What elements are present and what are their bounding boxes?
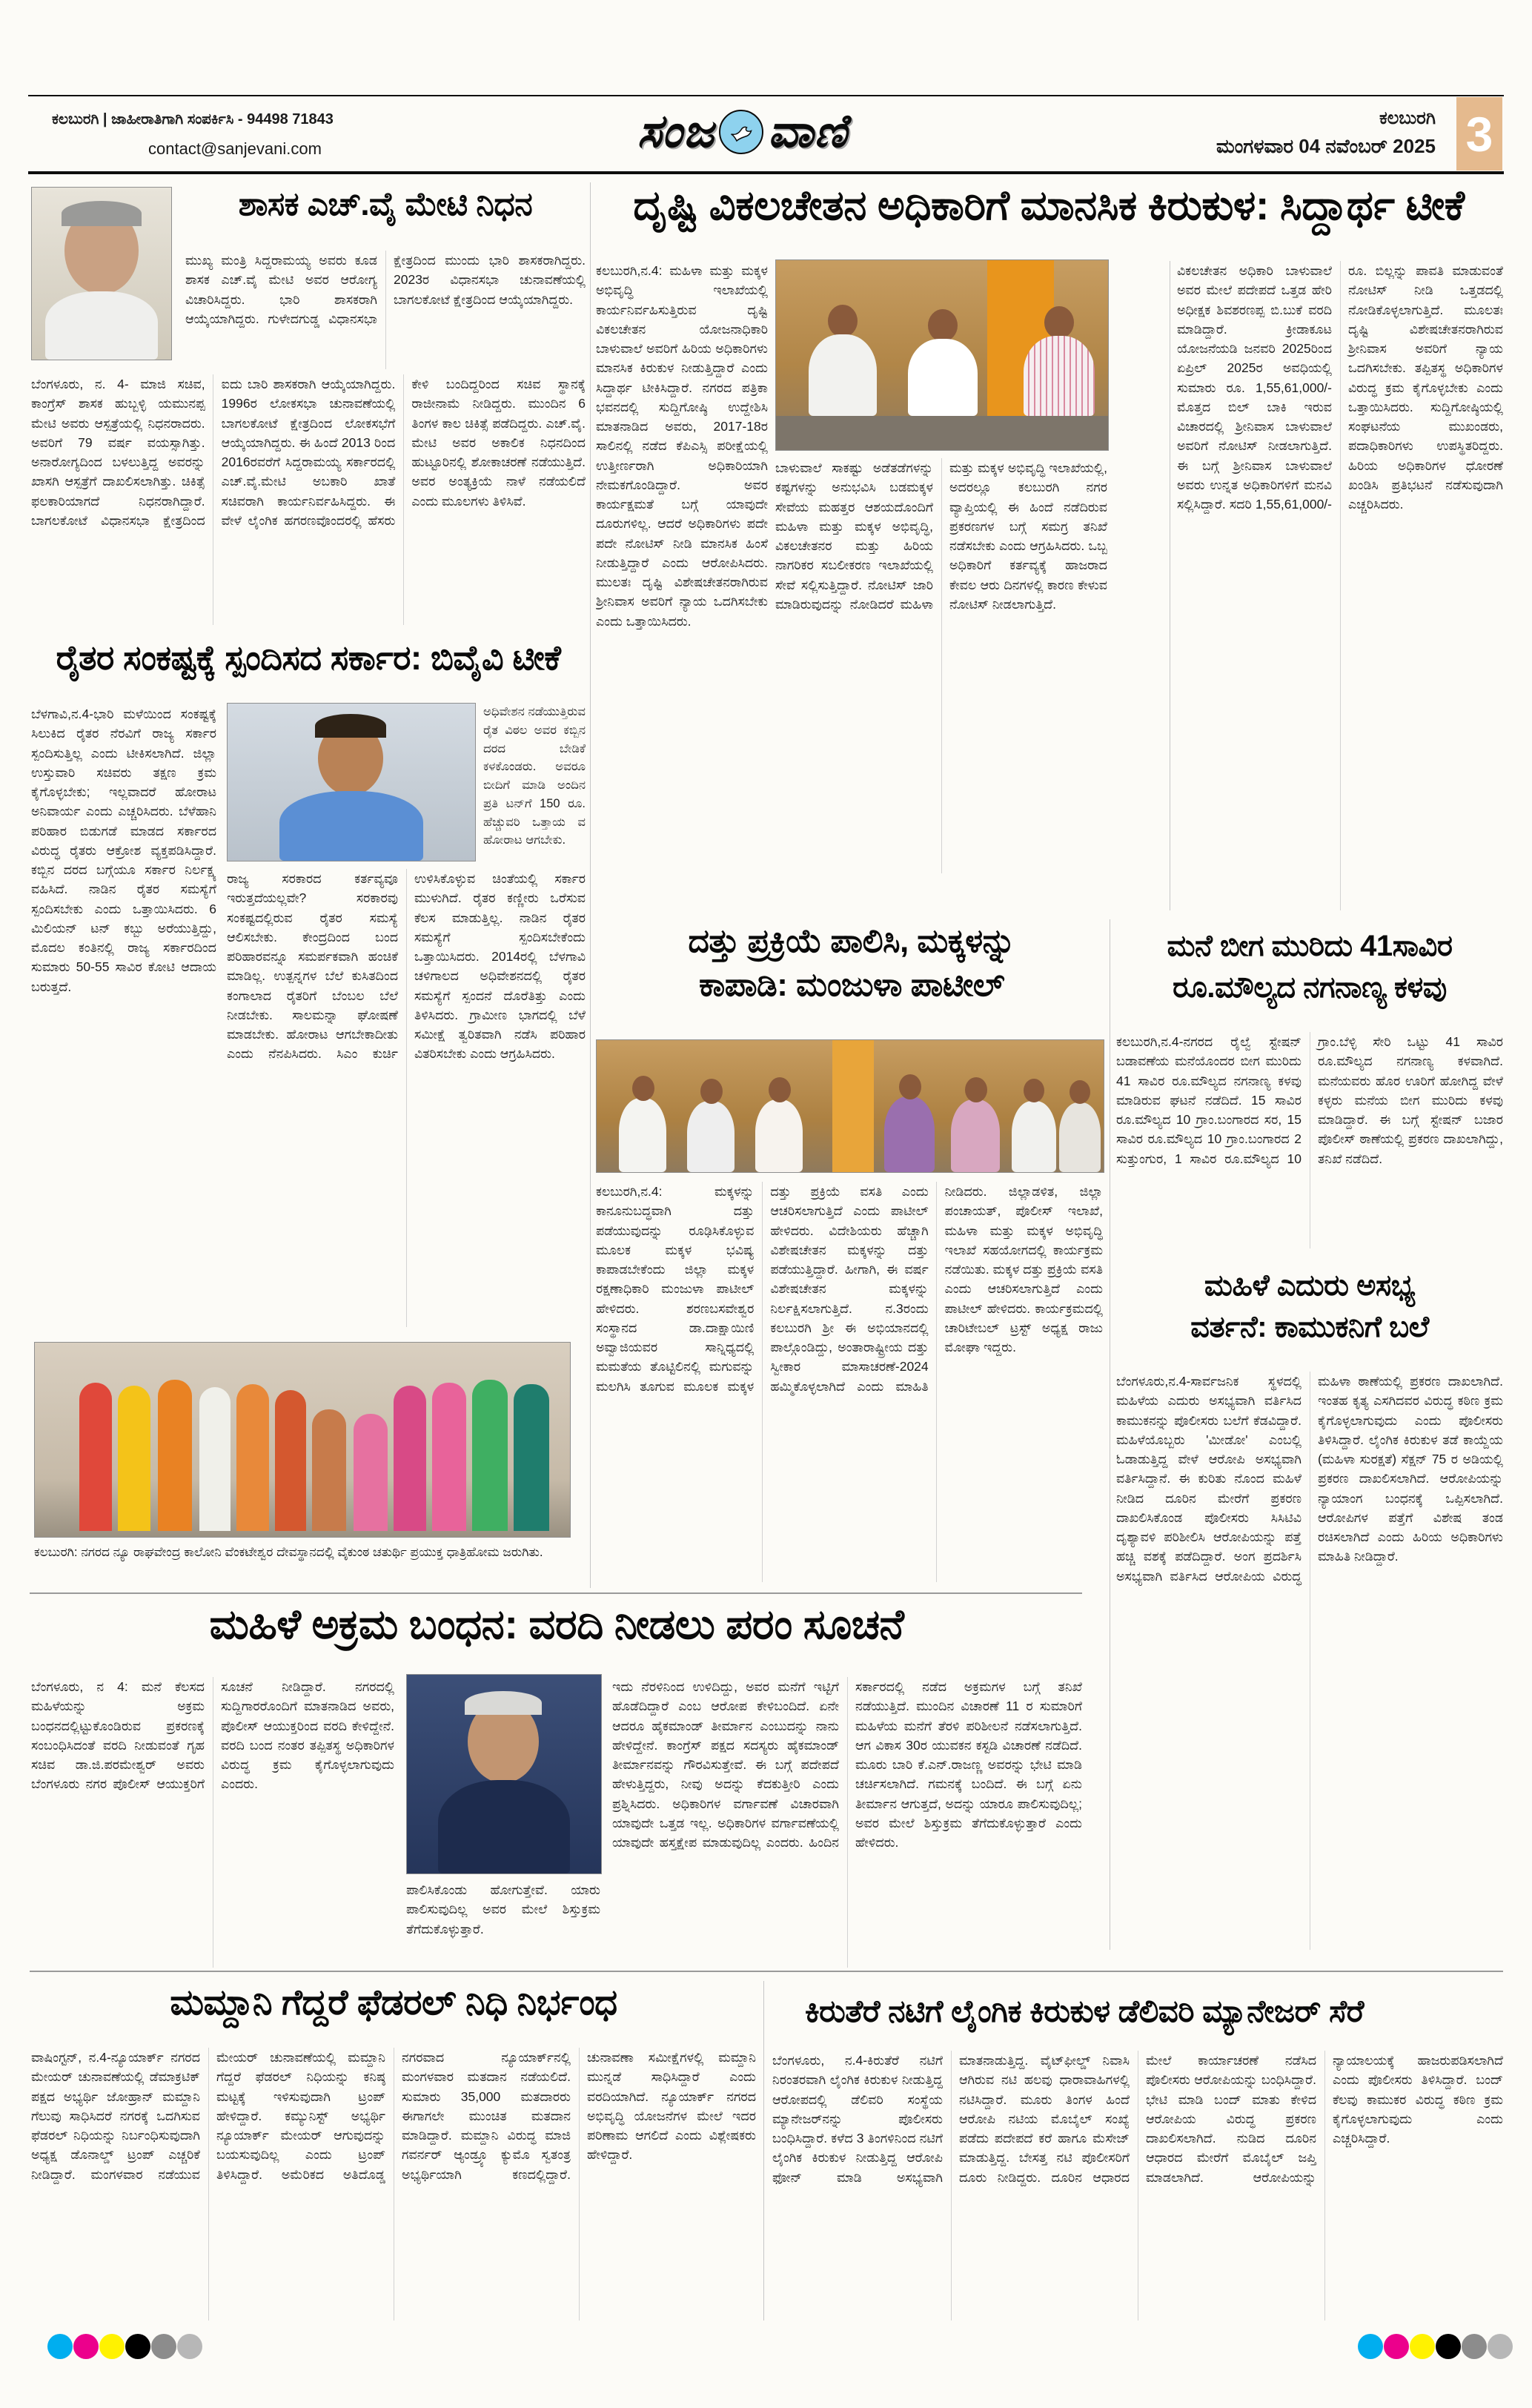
asabhya-headline-line2: ವರ್ತನೆ: ಕಾಮುಕನಿಗೆ ಬಲೆ [1190, 1311, 1429, 1343]
bandhana-below-photo: ಪಾಲಿಸಿಕೊಂಡು ಹೋಗುತ್ತೇವೆ. ಯಾರು ಪಾಲಿಸುವುದಿಲ್ಲ ಅವರ ಮೇಲೆ ಶಿಸ್ತುಕ್ರಮ ತೆಗೆದುಕೊಳ್ಳುತ್ತಾರೆ. [406, 1882, 600, 1936]
person-figure [432, 1383, 466, 1531]
page-number: 3 [1456, 97, 1502, 171]
drushti-headline[interactable]: ದೃಷ್ಟಿ ವಿಕಲಚೇತನ ಅಧಿಕಾರಿಗೆ ಮಾನಸಿಕ ಕಿರುಕುಳ: ಸಿದ್ದಾರ್ಥ ಟೀಕೆ [633, 182, 1465, 228]
date-line: ಮಂಗಳವಾರ 04 ನವೆಂಬರ್ 2025 [1216, 135, 1436, 157]
press-man2-head [928, 309, 958, 342]
banner-pillar [832, 1040, 874, 1172]
cyan-dot [1358, 2334, 1383, 2359]
person-figure [199, 1387, 231, 1531]
press-conference-photo [775, 259, 1109, 451]
column-separator [590, 182, 591, 1588]
section-rule [30, 1971, 1503, 1972]
kirutere-headline[interactable]: ಕಿರುತೆರೆ ನಟಿಗೆ ಲೈಂಗಿಕ ಕಿರುಕುಳ ಡೆಲಿವರಿ ಮ್ಯಾನೇಜರ್ ಸೆರೆ [805, 1994, 1364, 2028]
kalavu-body: ಕಲಬುರಗಿ,ನ.4-ನಗರದ ರೈಲ್ವೆ ಸ್ಟೇಷನ್ ಬಡಾವಣೆಯ ಮನೆಯೊಂದರ ಬೀಗ ಮುರಿದು 41 ಸಾವಿರ ರೂ.ಮೌಲ್ಯದ ನಗನಾಣ್ಯ ಕಳವು ಮಾಡಿರುವ ಘಟನೆ ನಡೆದಿದೆ. 15 ಸಾವಿರ ರೂ.ಮೌಲ್ಯದ 10 ಗ್ರಾಂ.ಬಂಗಾರದ ಸರ, 15 ಸಾವಿರ ರೂ.ಮೌಲ್ಯದ 10 ಗ್ರಾಂ.ಬಂಗಾರದ 2 ಸುತ್ತುಂಗುರ, 1 ಸಾವಿರ ರೂ.ಮೌಲ್ಯದ 10 ಗ್ರಾಂ.ಬೆಳ್ಳಿ ಸೇರಿ ಒಟ್ಟು 41 ಸಾವಿರ ರೂ.ಮೌಲ್ಯದ ನಗನಾಣ್ಯ ಕಳವಾಗಿದೆ. ಮನೆಯವರು ಹೊರ ಊರಿಗೆ ಹೋಗಿದ್ದ ವೇಳೆ ಕಳ್ಳರು ಮನೆಯ ಬೀಗ ಮುರಿದು ಕಳವು ಮಾಡಿದ್ದಾರೆ. ಈ ಬಗ್ಗೆ ಸ್ಟೇಷನ್ ಬಜಾರ ಪೊಲೀಸ್ ಠಾಣೆಯಲ್ಲಿ ಪ್ರಕರಣ ದಾಖಲಾಗಿದ್ದು, ತನಿಖೆ ನಡೆದಿದೆ. [1116, 1034, 1503, 1166]
person-figure [354, 1414, 388, 1531]
women-press-photo [596, 1039, 1104, 1173]
seated-figure [755, 1099, 803, 1172]
cmyk-registration-dots-right [1358, 2334, 1513, 2359]
asabhya-headline[interactable] [1116, 1265, 1503, 1348]
bandhana-col-right: ಇದು ನೆರಳಿನಿಂದ ಉಳಿದಿದ್ದು, ಅವರ ಮನೆಗೆ ಇಟ್ಟಿಗೆ ಹೊಡೆದಿದ್ದಾರೆ ಎಂಬ ಆರೋಪ ಕೇಳಿಬಂದಿದೆ. ಏನೇ ಆದರೂ ಹೈಕಮಾಂಡ್ ತೀರ್ಮಾನ ಎಂಬುದನ್ನು ನಾನು ಹೇಳಿದ್ದೇನೆ. ಕಾಂಗ್ರೆಸ್ ಪಕ್ಷದ ಸದಸ್ಯರು ಹೈಕಮಾಂಡ್ ತೀರ್ಮಾನವನ್ನು ಗೌರವಿಸುತ್ತೇವೆ. ಈ ಬಗ್ಗೆ ಪದೇಪದೆ ಹೇಳುತ್ತಿದ್ದರು, ನೀವು ಅದನ್ನು ಕೆದಕುತ್ತೀರಿ ಎಂದು ಪ್ರಶ್ನಿಸಿದರು. ಅಧಿಕಾರಿಗಳ ವರ್ಗಾವಣೆ ವಿಚಾರವಾಗಿ ಯಾವುದೇ ಒತ್ತಡ ಇಲ್ಲ. ಅಧಿಕಾರಿಗಳ ವರ್ಗಾವಣೆಯಲ್ಲಿ ಯಾವುದೇ ಹಸ್ತಕ್ಷೇಪ ಮಾಡುವುದಿಲ್ಲ ಎಂದರು. ಹಿಂದಿನ ಸರ್ಕಾರದಲ್ಲಿ ನಡೆದ ಅಕ್ರಮಗಳ ಬಗ್ಗೆ ತನಿಖೆ ನಡೆಯುತ್ತಿದೆ. ಮುಂದಿನ ವಿಚಾರಣೆ 11 ರ ಸುಮಾರಿಗೆ ಮಹಿಳೆಯ ಮನೆಗೆ ತೆರಳಿ ಪರಿಶೀಲನೆ ನಡೆಸಲಾಗುತ್ತಿದೆ. ಆಗ ವಿಕಾಸ 30ರ ಯುವಕನ ಕಸ್ಟಡಿ ವಿಚಾರಣೆ ನಡೆದಿದೆ. ಮೂರು ಬಾರಿ ಕೆ.ಎನ್.ರಾಜಣ್ಣ ಅವರನ್ನು ಭೇಟಿ ಮಾಡಿ ಚರ್ಚಿಸಲಾಗಿದೆ. ಗಮನಕ್ಕೆ ಬಂದಿದೆ. ಈ ಬಗ್ಗೆ ಏನು ತೀರ್ಮಾನ ಆಗುತ್ತದೆ, ಅದನ್ನು ಯಾರೂ ಪಾಲಿಸುವುದಿಲ್ಲ; ಅವರ ಮೇಲೆ ಶಿಸ್ತುಕ್ರಮ ತೆಗೆದುಕೊಳ್ಳುತ್ತಾರೆ ಎಂದು ಹೇಳಿದರು. [612, 1679, 1082, 1850]
dattu-headline-line2: ಕಾಪಾಡಿ: ಮಂಜುಳಾ ಪಾಟೀಲ್ [698, 967, 1005, 1004]
portrait-shirt [45, 291, 158, 360]
kalavu-headline-line1: ಮನೆ ಬೀಗ ಮುರಿದು 41ಸಾವಿರ [1167, 930, 1453, 962]
portrait-hair [62, 201, 142, 226]
raitara-col-side: ಅಧಿವೇಶನ ನಡೆಯುತ್ತಿರುವ ರೈತ ವಿಠಲ ಅವರ ಕಬ್ಬಿನ ದರದ ಬೇಡಿಕೆ ಕಳಕೊಂಡರು. ಅವರೂ ಬೀದಿಗೆ ಮಾಡಿ ಅಂದಿನ ಪ್ರತಿ ಟನ್‌ಗೆ 150 ರೂ. ಹೆಚ್ಚುವರಿ ಒತ್ತಾಯ ವ ಹೋರಾಟ ಆಗಬೇಕು. [483, 705, 586, 847]
seated-figure [1012, 1101, 1056, 1172]
seated-figure [1059, 1102, 1101, 1172]
yellow-dot [99, 2334, 125, 2359]
asabhya-headline-line1: ಮಹಿಳೆ ಎದುರು ಅಸಭ್ಯ [1204, 1269, 1416, 1302]
logo-text-left: ಸಂಜ [637, 106, 715, 157]
raitara-body-mid: ರಾಜ್ಯ ಸರಕಾರದ ಕರ್ತವ್ಯವೂ ಇರುತ್ತದೆಯಲ್ಲವೇ? ಸರಕಾರವು ಸಂಕಷ್ಟದಲ್ಲಿರುವ ರೈತರ ಸಮಸ್ಯೆ ಆಲಿಸಬೇಕು. ಕೇಂದ್ರದಿಂದ ಬಂದ ಪರಿಹಾರವನ್ನೂ ಸಮರ್ಪಕವಾಗಿ ಹಂಚಿಕೆ ಮಾಡಿಲ್ಲ. ಉತ್ಪನ್ನಗಳ ಬೆಲೆ ಕುಸಿತದಿಂದ ಕಂಗಾಲಾದ ರೈತರಿಗೆ ಬೆಂಬಲ ಬೆಲೆ ನೀಡಬೇಕು. ಸಾಲಮನ್ನಾ ಘೋಷಣೆ ಮಾಡಬೇಕು. ಹೋರಾಟ ಆಗಬೇಕಾದೀತು ಎಂದು ನೆನಪಿಸಿದರು. ಸಿಎಂ ಕುರ್ಚಿ ಉಳಿಸಿಕೊಳ್ಳುವ ಚಿಂತೆಯಲ್ಲಿ ಸರ್ಕಾರ ಮುಳುಗಿದೆ. ರೈತರ ಕಣ್ಣೀರು ಒರೆಸುವ ಕೆಲಸ ಮಾಡುತ್ತಿಲ್ಲ. ನಾಡಿನ ರೈತರ ಸಮಸ್ಯೆಗೆ ಸ್ಪಂದಿಸಬೇಕೆಂದು ಒತ್ತಾಯಿಸಿದರು. 2014ರಲ್ಲಿ ಬೆಳಗಾವಿ ಚಳಿಗಾಲದ ಅಧಿವೇಶನದಲ್ಲಿ ರೈತರ ಸಮಸ್ಯೆಗೆ ಸ್ಪಂದನೆ ದೊರೆತಿತ್ತು ಎಂದು ತಿಳಿಸಿದರು. ಗ್ರಾಮೀಣ ಭಾಗದಲ್ಲಿ ಬೆಳೆ ಸಮೀಕ್ಷೆ ತ್ವರಿತವಾಗಿ ನಡೆಸಿ ಪರಿಹಾರ ವಿತರಿಸಬೇಕು ಎಂದು ಆಗ್ರಹಿಸಿದರು. [227, 871, 586, 1062]
press-man1-shirt [809, 334, 877, 416]
figure-head [700, 1079, 723, 1104]
person-figure [236, 1384, 269, 1531]
cyan-dot [47, 2334, 73, 2359]
mamdani-body: ವಾಷಿಂಗ್ಟನ್, ನ.4-ನ್ಯೂಯಾರ್ಕ್ ನಗರದ ಮೇಯರ್ ಚುನಾವಣೆಯಲ್ಲಿ ಡೆಮಾಕ್ರಟಿಕ್ ಪಕ್ಷದ ಅಭ್ಯರ್ಥಿ ಜೋಹ್ರಾನ್ ಮಮ್ದಾನಿ ಗೆಲುವು ಸಾಧಿಸಿದರೆ ನಗರಕ್ಕೆ ಒದಗಿಸುವ ಫೆಡರಲ್ ನಿಧಿಯನ್ನು ನಿರ್ಬಂಧಿಸುವುದಾಗಿ ಅಧ್ಯಕ್ಷ ಡೊನಾಲ್ಡ್ ಟ್ರಂಪ್ ಎಚ್ಚರಿಕೆ ನೀಡಿದ್ದಾರೆ. ಮಂಗಳವಾರ ನಡೆಯುವ ಮೇಯರ್ ಚುನಾವಣೆಯಲ್ಲಿ ಮಮ್ದಾನಿ ಗೆದ್ದರೆ ಫೆಡರಲ್ ನಿಧಿಯನ್ನು ಕನಿಷ್ಠ ಮಟ್ಟಕ್ಕೆ ಇಳಿಸುವುದಾಗಿ ಟ್ರಂಪ್ ಹೇಳಿದ್ದಾರೆ. ಕಮ್ಯುನಿಸ್ಟ್ ಅಭ್ಯರ್ಥಿ ನ್ಯೂಯಾರ್ಕ್ ಮೇಯರ್ ಆಗುವುದನ್ನು ಬಯಸುವುದಿಲ್ಲ ಎಂದು ಟ್ರಂಪ್ ತಿಳಿಸಿದ್ದಾರೆ. ಅಮೆರಿಕದ ಅತಿದೊಡ್ಡ ನಗರವಾದ ನ್ಯೂಯಾರ್ಕ್‌ನಲ್ಲಿ ಮಂಗಳವಾರ ಮತದಾನ ನಡೆಯಲಿದೆ. ಸುಮಾರು 35,000 ಮತದಾರರು ಈಗಾಗಲೇ ಮುಂಚಿತ ಮತದಾನ ಮಾಡಿದ್ದಾರೆ. ಮಮ್ದಾನಿ ವಿರುದ್ಧ ಮಾಜಿ ಗವರ್ನರ್ ಆ್ಯಂಡ್ರ್ಯೂ ಕ್ಯುಮೊ ಸ್ವತಂತ್ರ ಅಭ್ಯರ್ಥಿಯಾಗಿ ಕಣದಲ್ಲಿದ್ದಾರೆ. ಚುನಾವಣಾ ಸಮೀಕ್ಷೆಗಳಲ್ಲಿ ಮಮ್ದಾನಿ ಮುನ್ನಡೆ ಸಾಧಿಸಿದ್ದಾರೆ ಎಂದು ವರದಿಯಾಗಿದೆ. ನ್ಯೂಯಾರ್ಕ್ ನಗರದ ಅಭಿವೃದ್ಧಿ ಯೋಜನೆಗಳ ಮೇಲೆ ಇದರ ಪರಿಣಾಮ ಆಗಲಿದೆ ಎಂದು ವಿಶ್ಲೇಷಕರು ಹೇಳಿದ್ದಾರೆ. [31, 2050, 756, 2182]
person-figure [312, 1409, 346, 1531]
masthead-bottom-rule [28, 171, 1504, 174]
light-gray-dot [1488, 2334, 1513, 2359]
drushti-col-left: ಕಲಬುರಗಿ,ನ.4: ಮಹಿಳಾ ಮತ್ತು ಮಕ್ಕಳ ಅಭಿವೃದ್ಧಿ ಇಲಾಖೆಯಲ್ಲಿ ಕಾರ್ಯನಿರ್ವಹಿಸುತ್ತಿರುವ ದೃಷ್ಟಿ ವಿಕಲಚೇತನ ಯೋಜನಾಧಿಕಾರಿ ಬಾಳುವಾಲೆ ಅವರಿಗೆ ಹಿರಿಯ ಅಧಿಕಾರಿಗಳು ಮಾನಸಿಕ ಕಿರುಕುಳ ನೀಡುತ್ತಿದ್ದಾರೆ ಎಂದು ಸಿದ್ದಾರ್ಥ ಟೀಕಿಸಿದ್ದಾರೆ. ನಗರದ ಪತ್ರಿಕಾ ಭವನದಲ್ಲಿ ಸುದ್ದಿಗೋಷ್ಠಿ ಉದ್ದೇಶಿಸಿ ಮಾತನಾಡಿದ ಅವರು, 2017-18ರ ಸಾಲಿನಲ್ಲಿ ನಡೆದ ಕೆಪಿಎಸ್ಸಿ ಪರೀಕ್ಷೆಯಲ್ಲಿ ಉತ್ತೀರ್ಣರಾಗಿ ಅಧಿಕಾರಿಯಾಗಿ ನೇಮಕಗೊಂಡಿದ್ದಾರೆ. ಅವರ ಕಾರ್ಯಕ್ಷಮತೆ ಬಗ್ಗೆ ಯಾವುದೇ ದೂರುಗಳಿಲ್ಲ. ಆದರೆ ಅಧಿಕಾರಿಗಳು ಪದೇ ಪದೇ ನೋಟಿಸ್ ನೀಡಿ ಮಾನಸಿಕ ಹಿಂಸೆ ನೀಡುತ್ತಿದ್ದಾರೆ ಎಂದು ಆರೋಪಿಸಿದರು. ಮುಲತಃ ದೃಷ್ಟಿ ವಿಶೇಷಚೇತನರಾಗಿರುವ ಶ್ರೀನಿವಾಸ ಅವರಿಗೆ ನ್ಯಾಯ ಒದಗಿಸಬೇಕು ಎಂದು ಒತ್ತಾಯಿಸಿದರು. [596, 263, 768, 629]
masthead-email[interactable]: contact@sanjevani.com [148, 139, 322, 158]
politician-hair [315, 714, 386, 738]
press-man1-head [828, 305, 858, 337]
cmyk-registration-dots-left [47, 2334, 203, 2359]
seated-figure-saree [951, 1099, 1000, 1172]
person-figure [514, 1384, 549, 1531]
figure-head [899, 1074, 921, 1099]
meti-body-side: ಮುಖ್ಯ ಮಂತ್ರಿ ಸಿದ್ದರಾಮಯ್ಯ ಅವರು ಕೂಡ ಶಾಸಕ ಎಚ್.ವೈ ಮೇಟಿ ಅವರ ಆರೋಗ್ಯ ವಿಚಾರಿಸಿದ್ದರು. ಭಾರಿ ಶಾಸಕರಾಗಿ ಆಯ್ಕೆಯಾಗಿದ್ದರು. ಗುಳೇದಗುಡ್ಡ ವಿಧಾನಸಭಾ ಕ್ಷೇತ್ರದಿಂದ ಮುಂದು ಭಾರಿ ಶಾಸಕರಾಗಿದ್ದರು. 2023ರ ವಿಧಾನಸಭಾ ಚುನಾವಣೆಯಲ್ಲಿ ಬಾಗಲಕೋಟೆ ಕ್ಷೇತ್ರದಿಂದ ಆಯ್ಕೆಯಾಗಿದ್ದರು. [185, 253, 586, 326]
yellow-dot [1410, 2334, 1435, 2359]
figure-head [632, 1076, 654, 1101]
kalavu-headline-line2: ರೂ.ಮೌಲ್ಯದ ನಗನಾಣ್ಯ ಕಳವು [1173, 971, 1447, 1004]
light-gray-dot [177, 2334, 202, 2359]
meti-headline[interactable]: ಶಾಸಕ ಎಚ್.ವೈ ಮೇಟಿ ನಿಧನ [238, 186, 533, 222]
politician-portrait-photo [227, 703, 476, 861]
figure-head [1070, 1080, 1090, 1104]
black-dot [1436, 2334, 1461, 2359]
figure-head [1024, 1079, 1044, 1102]
masthead-logo [637, 105, 848, 159]
temple-group-photo [34, 1342, 571, 1538]
seated-figure-saree [884, 1096, 935, 1172]
temple-photo-caption: ಕಲಬುರಗಿ: ನಗರದ ನ್ಯೂ ರಾಘವೇಂದ್ರ ಕಾಲೋನಿ ವೆಂಕಟೇಶ್ವರ ದೇವಸ್ಥಾನದಲ್ಲಿ ವೈಕುಂಠ ಚತುರ್ಥಿ ಪ್ರಯುಕ್ತ ಧಾತ್ರಿಹೋಮ ಜರುಗಿತು. [34, 1545, 543, 1559]
raitara-headline[interactable]: ರೈತರ ಸಂಕಷ್ಟಕ್ಕೆ ಸ್ಪಂದಿಸದ ಸರ್ಕಾರ: ಬಿವೈವಿ ಟೀಕೆ [56, 638, 561, 677]
drushti-col-right: ವಿಕಲಚೇತನ ಅಧಿಕಾರಿ ಬಾಳುವಾಲೆ ಅವರ ಮೇಲೆ ಪದೇಪದೆ ಒತ್ತಡ ಹೇರಿ ಅಧೀಕ್ಷಕ ಶಿವಶರಣಪ್ಪ ಬಿ.ಬುಕೆ ವರದಿ ಮಾಡಿದ್ದಾರೆ. ಕ್ರೀಡಾಕೂಟ ಯೋಜನೆಯಡಿ ಜನವರಿ 2025ರಿಂದ ಏಪ್ರಿಲ್ 2025ರ ಅವಧಿಯಲ್ಲಿ ಸುಮಾರು ರೂ. 1,55,61,000/- ಮೊತ್ತದ ಬಿಲ್ ಬಾಕಿ ಇರುವ ವಿಚಾರದಲ್ಲಿ ಶ್ರೀನಿವಾಸ ಬಾಳುವಾಲೆ ಅವರಿಗೆ ನೋಟಿಸ್ ನೀಡಲಾಗುತ್ತಿದೆ. ಈ ಬಗ್ಗೆ ಶ್ರೀನಿವಾಸ ಬಾಳುವಾಲೆ ಅವರು ಉನ್ನತ ಅಧಿಕಾರಿಗಳಿಗೆ ಮನವಿ ಸಲ್ಲಿಸಿದ್ದಾರೆ. ಸದರಿ 1,55,61,000/- ರೂ. ಬಿಲ್ಲನ್ನು ಪಾವತಿ ಮಾಡುವಂತೆ ನೋಟಿಸ್ ನೀಡಿ ಒತ್ತಡದಲ್ಲಿ ನೋಡಿಕೊಳ್ಳಲಾಗುತ್ತಿದೆ. ಮೂಲತಃ ದೃಷ್ಟಿ ವಿಶೇಷಚೇತನರಾಗಿರುವ ಶ್ರೀನಿವಾಸ ಅವರಿಗೆ ನ್ಯಾಯ ಒದಗಿಸಬೇಕು. ತಪ್ಪಿತಸ್ಥ ಅಧಿಕಾರಿಗಳ ವಿರುದ್ಧ ಕ್ರಮ ಕೈಗೊಳ್ಳಬೇಕು ಎಂದು ಒತ್ತಾಯಿಸಿದರು. ಸುದ್ದಿಗೋಷ್ಠಿಯಲ್ಲಿ ಸಂಘಟನೆಯ ಮುಖಂಡರು, ಪದಾಧಿಕಾರಿಗಳು ಉಪಸ್ಥಿತರಿದ್ದರು. ಹಿರಿಯ ಅಧಿಕಾರಿಗಳ ಧೋರಣೆ ಖಂಡಿಸಿ ಪ್ರತಿಭಟನೆ ನಡೆಸುವುದಾಗಿ ಎಚ್ಚರಿಸಿದರು. [1177, 263, 1503, 512]
seated-figure [687, 1101, 735, 1172]
person-figure [275, 1390, 306, 1531]
seated-figure [619, 1098, 666, 1172]
dattu-headline[interactable] [596, 919, 1107, 1008]
magenta-dot [73, 2334, 99, 2359]
gray-dot [151, 2334, 176, 2359]
press-man3-head [1044, 306, 1074, 339]
logo-text-right: ವಾಣಿ [768, 106, 848, 157]
dattu-headline-line1: ದತ್ತು ಪ್ರಕ್ರಿಯೆ ಪಾಲಿಸಿ, ಮಕ್ಕಳನ್ನು [688, 923, 1015, 959]
edition-label: ಕಲಬುರಗಿ [1379, 108, 1436, 128]
magenta-dot [1384, 2334, 1409, 2359]
param-hair [465, 1691, 542, 1715]
person-figure [158, 1380, 192, 1531]
kalavu-headline[interactable] [1116, 925, 1503, 1008]
black-dot [125, 2334, 150, 2359]
masthead-top-rule [28, 95, 1504, 96]
section-rule [30, 1592, 1082, 1594]
kirutere-body: ಬೆಂಗಳೂರು, ನ.4-ಕಿರುತೆರೆ ನಟಿಗೆ ನಿರಂತರವಾಗಿ ಲೈಂಗಿಕ ಕಿರುಕುಳ ನೀಡುತ್ತಿದ್ದ ಆರೋಪದಲ್ಲಿ ಡೆಲಿವರಿ ಸಂಸ್ಥೆಯ ಮ್ಯಾನೇಜರ್‌ನನ್ನು ಪೊಲೀಸರು ಬಂಧಿಸಿದ್ದಾರೆ. ಕಳೆದ 3 ತಿಂಗಳಿನಿಂದ ನಟಿಗೆ ಲೈಂಗಿಕ ಕಿರುಕುಳ ನೀಡುತ್ತಿದ್ದ ಆರೋಪಿ ಫೋನ್ ಮಾಡಿ ಅಸಭ್ಯವಾಗಿ ಮಾತನಾಡುತ್ತಿದ್ದ. ವೈಟ್‌ಫೀಲ್ಡ್ ನಿವಾಸಿ ಆಗಿರುವ ನಟಿ ಹಲವು ಧಾರಾವಾಹಿಗಳಲ್ಲಿ ನಟಿಸಿದ್ದಾರೆ. ಮೂರು ತಿಂಗಳ ಹಿಂದೆ ಆರೋಪಿ ನಟಿಯ ಮೊಬೈಲ್ ಸಂಖ್ಯೆ ಪಡೆದು ಪದೇಪದೆ ಕರೆ ಹಾಗೂ ಮೆಸೇಜ್ ಮಾಡುತ್ತಿದ್ದ. ಬೇಸತ್ತ ನಟಿ ಪೊಲೀಸರಿಗೆ ದೂರು ನೀಡಿದ್ದರು. ದೂರಿನ ಆಧಾರದ ಮೇಲೆ ಕಾರ್ಯಾಚರಣೆ ನಡೆಸಿದ ಪೊಲೀಸರು ಆರೋಪಿಯನ್ನು ಬಂಧಿಸಿದ್ದಾರೆ. ಭೇಟಿ ಮಾಡಿ ಬಂದ್ ಮಾತು ಕೇಳಿದ ಆರೋಪಿಯ ವಿರುದ್ಧ ಪ್ರಕರಣ ದಾಖಲಿಸಲಾಗಿದೆ. ನುಡಿದ ದೂರಿನ ಆಧಾರದ ಮೇರೆಗೆ ಮೊಬೈಲ್ ಜಪ್ತಿ ಮಾಡಲಾಗಿದೆ. ಆರೋಪಿಯನ್ನು ನ್ಯಾಯಾಲಯಕ್ಕೆ ಹಾಜರುಪಡಿಸಲಾಗಿದೆ ಎಂದು ಪೊಲೀಸರು ತಿಳಿಸಿದ್ದಾರೆ. ಬಂದ್ ಕೆಲವು ಕಾಮುಕರ ವಿರುದ್ಧ ಕಠಿಣ ಕ್ರಮ ಕೈಗೊಳ್ಳಲಾಗುವುದು ಎಂದು ಎಚ್ಚರಿಸಿದ್ದಾರೆ. [772, 2053, 1503, 2185]
dove-icon [719, 110, 763, 154]
meti-body-main: ಬೆಂಗಳೂರು, ನ. 4- ಮಾಜಿ ಸಚಿವ, ಕಾಂಗ್ರೆಸ್ ಶಾಸಕ ಹುಬ್ಬಳ್ಳಿ ಯಮುನಪ್ಪ ಮೇಟಿ ಅವರು ಆಸ್ಪತ್ರೆಯಲ್ಲಿ ನಿಧನರಾದರು. ಅವರಿಗೆ 79 ವರ್ಷ ವಯಸ್ಸಾಗಿತ್ತು. ಅನಾರೋಗ್ಯದಿಂದ ಬಳಲುತ್ತಿದ್ದ ಅವರನ್ನು ಖಾಸಗಿ ಆಸ್ಪತ್ರೆಗೆ ದಾಖಲಿಸಲಾಗಿತ್ತು. ಚಿಕಿತ್ಸೆ ಫಲಕಾರಿಯಾಗದೆ ನಿಧನರಾಗಿದ್ದಾರೆ. ಬಾಗಲಕೋಟೆ ವಿಧಾನಸಭಾ ಕ್ಷೇತ್ರದಿಂದ ಐದು ಬಾರಿ ಶಾಸಕರಾಗಿ ಆಯ್ಕೆಯಾಗಿದ್ದರು. 1996ರ ಲೋಕಸಭಾ ಚುನಾವಣೆಯಲ್ಲಿ ಬಾಗಲಕೋಟೆ ಕ್ಷೇತ್ರದಿಂದ ಲೋಕಸಭೆಗೆ ಆಯ್ಕೆಯಾಗಿದ್ದರು. ಈ ಹಿಂದೆ 2013 ರಿಂದ 2016ರವರೆಗೆ ಸಿದ್ದರಾಮಯ್ಯ ಸರ್ಕಾರದಲ್ಲಿ ಎಚ್.ವೈ.ಮೇಟಿ ಅಬಕಾರಿ ಖಾತೆ ಸಚಿವರಾಗಿ ಕಾರ್ಯನಿರ್ವಹಿಸಿದ್ದರು. ಈ ವೇಳೆ ಲೈಂಗಿಕ ಹಗರಣವೊಂದರಲ್ಲಿ ಹೆಸರು ಕೇಳಿ ಬಂದಿದ್ದರಿಂದ ಸಚಿವ ಸ್ಥಾನಕ್ಕೆ ರಾಜೀನಾಮೆ ನೀಡಿದ್ದರು. ಮುಂದಿನ 6 ತಿಂಗಳ ಕಾಲ ಚಿಕಿತ್ಸೆ ಪಡೆದಿದ್ದರು. ಎಚ್.ವೈ. ಮೇಟಿ ಅವರ ಅಕಾಲಿಕ ನಿಧನದಿಂದ ಹುಟ್ಟೂರಿನಲ್ಲಿ ಶೋಕಾಚರಣೆ ನಡೆಯುತ್ತಿದೆ. ಅವರ ಅಂತ್ಯಕ್ರಿಯೆ ನಾಳೆ ನಡೆಯಲಿದೆ ಎಂದು ಮೂಲಗಳು ತಿಳಿಸಿವೆ. [31, 377, 586, 528]
drushti-below-photo: ಬಾಳುವಾಲೆ ಸಾಕಷ್ಟು ಅಡೆತಡೆಗಳನ್ನು ಕಷ್ಟಗಳನ್ನು ಅನುಭವಿಸಿ ಬಡಮಕ್ಕಳ ಸೇವೆಯ ಮಹತ್ತರ ಆಶಯದೊಂದಿಗೆ ಮಹಿಳಾ ಮತ್ತು ಮಕ್ಕಳ ಅಭಿವೃದ್ಧಿ, ವಿಕಲಚೇತನರ ಮತ್ತು ಹಿರಿಯ ನಾಗರಿಕರ ಸಬಲೀಕರಣ ಇಲಾಖೆಯಲ್ಲಿ ಸೇವೆ ಸಲ್ಲಿಸುತ್ತಿದ್ದಾರೆ. ನೋಟಿಸ್ ಜಾರಿ ಮಾಡಿರುವುದನ್ನು ನೋಡಿದರೆ ಮಹಿಳಾ ಮತ್ತು ಮಕ್ಕಳ ಅಭಿವೃದ್ಧಿ ಇಲಾಖೆಯಲ್ಲಿ, ಅದರಲ್ಲೂ ಕಲಬುರಗಿ ನಗರ ವ್ಯಾಪ್ತಿಯಲ್ಲಿ ಈ ಹಿಂದೆ ನಡೆದಿರುವ ಪ್ರಕರಣಗಳ ಬಗ್ಗೆ ಸಮಗ್ರ ತನಿಖೆ ನಡೆಸಬೇಕು ಎಂದು ಆಗ್ರಹಿಸಿದರು. ಒಬ್ಬ ಅಧಿಕಾರಿಗೆ ಕರ್ತವ್ಯಕ್ಕೆ ಹಾಜರಾದ ಕೇವಲ ಆರು ದಿನಗಳಲ್ಲಿ ಕಾರಣ ಕೇಳುವ ನೋಟಿಸ್ ನೀಡಲಾಗುತ್ತಿದೆ. [775, 460, 1107, 612]
meti-portrait-photo [31, 187, 172, 360]
person-figure [79, 1383, 112, 1531]
press-man3-shirt [1024, 336, 1095, 416]
raitara-col1: ಬೆಳಗಾವಿ,ನ.4-ಭಾರಿ ಮಳೆಯಿಂದ ಸಂಕಷ್ಟಕ್ಕೆ ಸಿಲುಕಿದ ರೈತರ ನೆರವಿಗೆ ರಾಜ್ಯ ಸರ್ಕಾರ ಸ್ಪಂದಿಸುತ್ತಿಲ್ಲ ಎಂದು ಟೀಕಿಸಲಾಗಿದೆ. ಜಿಲ್ಲಾ ಉಸ್ತುವಾರಿ ಸಚಿವರು ತಕ್ಷಣ ಕ್ರಮ ಕೈಗೊಳ್ಳಬೇಕು; ಇಲ್ಲವಾದರೆ ಹೋರಾಟ ಅನಿವಾರ್ಯ ಎಂದು ಎಚ್ಚರಿಸಿದರು. ಬೆಳೆಹಾನಿ ಪರಿಹಾರ ಬಿಡುಗಡೆ ಮಾಡದ ಸರ್ಕಾರದ ವಿರುದ್ಧ ರೈತರು ಆಕ್ರೋಶ ವ್ಯಕ್ತಪಡಿಸಿದ್ದಾರೆ. ಕಬ್ಬಿನ ದರದ ಬಗ್ಗೆಯೂ ಸರ್ಕಾರ ನಿರ್ಲಕ್ಷ್ಯ ವಹಿಸಿದೆ. ನಾಡಿನ ರೈತರ ಸಮಸ್ಯೆಗೆ ಸ್ಪಂದಿಸಬೇಕು ಎಂದು ಒತ್ತಾಯಿಸಿದರು. 6 ಮಿಲಿಯನ್ ಟನ್ ಕಬ್ಬು ಅರೆಯುತ್ತಿದ್ದು, ಮೊದಲ ಕಂತಿನಲ್ಲಿ ರಾಜ್ಯ ಸರ್ಕಾರದಿಂದ ಸುಮಾರು 50-55 ಸಾವಿರ ಕೋಟಿ ಆದಾಯ ಬರುತ್ತದೆ. [31, 707, 216, 994]
mamdani-headline[interactable]: ಮಮ್ದಾನಿ ಗೆದ್ದರೆ ಫೆಡರಲ್ ನಿಧಿ ನಿರ್ಭಂಧ [170, 1983, 617, 2022]
bandhana-col-left: ಬೆಂಗಳೂರು, ನ 4: ಮನೆ ಕೆಲಸದ ಮಹಿಳೆಯನ್ನು ಅಕ್ರಮ ಬಂಧನದಲ್ಲಿಟ್ಟುಕೊಂಡಿರುವ ಪ್ರಕರಣಕ್ಕೆ ಸಂಬಂಧಿಸಿದಂತೆ ವರದಿ ನೀಡುವಂತೆ ಗೃಹ ಸಚಿವ ಡಾ.ಜಿ.ಪರಮೇಶ್ವರ್ ಅವರು ಬೆಂಗಳೂರು ನಗರ ಪೊಲೀಸ್ ಆಯುಕ್ತರಿಗೆ ಸೂಚನೆ ನೀಡಿದ್ದಾರೆ. ನಗರದಲ್ಲಿ ಸುದ್ದಿಗಾರರೊಂದಿಗೆ ಮಾತನಾಡಿದ ಅವರು, ಪೊಲೀಸ್ ಆಯುಕ್ತರಿಂದ ವರದಿ ಕೇಳಿದ್ದೇನೆ. ವರದಿ ಬಂದ ನಂತರ ತಪ್ಪಿತಸ್ಥ ಅಧಿಕಾರಿಗಳ ವಿರುದ್ಧ ಕ್ರಮ ಕೈಗೊಳ್ಳಲಾಗುವುದು ಎಂದರು. [31, 1679, 394, 1792]
politician-jacket [279, 791, 423, 861]
person-figure [472, 1380, 508, 1531]
bandhana-headline[interactable]: ಮಹಿಳೆ ಅಕ್ರಮ ಬಂಧನ: ವರದಿ ನೀಡಲು ಪರಂ ಸೂಚನೆ [209, 1601, 904, 1647]
gray-dot [1462, 2334, 1487, 2359]
figure-head [965, 1077, 987, 1102]
param-jacket [438, 1780, 570, 1873]
column-separator [763, 1981, 764, 2321]
person-figure [394, 1386, 426, 1531]
asabhya-body: ಬೆಂಗಳೂರು,ನ.4-ಸಾರ್ವಜನಿಕ ಸ್ಥಳದಲ್ಲಿ ಮಹಿಳೆಯ ಎದುರು ಅಸಭ್ಯವಾಗಿ ವರ್ತಿಸಿದ ಕಾಮುಕನನ್ನು ಪೊಲೀಸರು ಬಲೆಗೆ ಕೆಡವಿದ್ದಾರೆ. ಮಹಿಳೆಯೊಬ್ಬರು 'ಮೀಡೋ' ಎಂಬಲ್ಲಿ ಓಡಾಡುತ್ತಿದ್ದ ವೇಳೆ ಆರೋಪಿ ಅಸಭ್ಯವಾಗಿ ವರ್ತಿಸಿದ್ದಾನೆ. ಈ ಕುರಿತು ನೊಂದ ಮಹಿಳೆ ನೀಡಿದ ದೂರಿನ ಮೇರೆಗೆ ಪ್ರಕರಣ ದಾಖಲಿಸಿಕೊಂಡ ಪೊಲೀಸರು ಸಿಸಿಟಿವಿ ದೃಶ್ಯಾವಳಿ ಪರಿಶೀಲಿಸಿ ಆರೋಪಿಯನ್ನು ಪತ್ತೆ ಹಚ್ಚಿ ವಶಕ್ಕೆ ಪಡೆದಿದ್ದಾರೆ. ಅಂಗ ಪ್ರದರ್ಶಿಸಿ ಅಸಭ್ಯವಾಗಿ ವರ್ತಿಸಿದ ಆರೋಪಿಯ ವಿರುದ್ಧ ಮಹಿಳಾ ಠಾಣೆಯಲ್ಲಿ ಪ್ರಕರಣ ದಾಖಲಾಗಿದೆ. ಇಂತಹ ಕೃತ್ಯ ಎಸಗಿದವರ ವಿರುದ್ಧ ಕಠಿಣ ಕ್ರಮ ಕೈಗೊಳ್ಳಲಾಗುವುದು ಎಂದು ಪೊಲೀಸರು ತಿಳಿಸಿದ್ದಾರೆ. ಲೈಂಗಿಕ ಕಿರುಕುಳ ತಡೆ ಕಾಯ್ದೆಯ (ಮಹಿಳಾ ಸುರಕ್ಷತೆ) ಸೆಕ್ಷನ್ 75 ರ ಅಡಿಯಲ್ಲಿ ಪ್ರಕರಣ ದಾಖಲಿಸಲಾಗಿದೆ. ಆರೋಪಿಯನ್ನು ನ್ಯಾಯಾಂಗ ಬಂಧನಕ್ಕೆ ಒಪ್ಪಿಸಲಾಗಿದೆ. ಆರೋಪಿಗಳ ಪತ್ತೆಗೆ ವಿಶೇಷ ತಂಡ ರಚಿಸಲಾಗಿದೆ ಎಂದು ಹಿರಿಯ ಅಧಿಕಾರಿಗಳು ಮಾಹಿತಿ ನೀಡಿದ್ದಾರೆ. [1116, 1374, 1503, 1584]
masthead-contact-line: ಕಲಬುರಗಿ | ಜಾಹೀರಾತಿಗಾಗಿ ಸಂಪರ್ಕಿಸಿ - 94498 71843 [52, 111, 334, 128]
press-table [776, 416, 1108, 450]
press-man2-shirt [908, 339, 978, 416]
param-portrait-photo [406, 1674, 602, 1874]
dattu-body: ಕಲಬುರಗಿ,ನ.4: ಮಕ್ಕಳನ್ನು ಕಾನೂನುಬದ್ಧವಾಗಿ ದತ್ತು ಪಡೆಯುವುದನ್ನು ರೂಢಿಸಿಕೊಳ್ಳುವ ಮೂಲಕ ಮಕ್ಕಳ ಭವಿಷ್ಯ ಕಾಪಾಡಬೇಕೆಂದು ಜಿಲ್ಲಾ ಮಕ್ಕಳ ರಕ್ಷಣಾಧಿಕಾರಿ ಮಂಜುಳಾ ಪಾಟೀಲ್ ಹೇಳಿದರು. ಶರಣಬಸವೇಶ್ವರ ಸಂಸ್ಥಾನದ ಡಾ.ದಾಕ್ಷಾಯಿಣಿ ಅವ್ವಾಜಿಯವರ ಸಾನ್ನಿಧ್ಯದಲ್ಲಿ ಮಮತೆಯ ತೊಟ್ಟಿಲಿನಲ್ಲಿ ಮಗುವನ್ನು ಮಲಗಿಸಿ ತೂಗುವ ಮೂಲಕ ಮಕ್ಕಳ ದತ್ತು ಪ್ರಕ್ರಿಯೆ ವಸತಿ ಎಂದು ಆಚರಿಸಲಾಗುತ್ತಿದೆ ಎಂದು ಪಾಟೀಲ್ ಹೇಳಿದರು. ವಿದೇಶಿಯರು ಹೆಚ್ಚಾಗಿ ವಿಶೇಷಚೇತನ ಮಕ್ಕಳನ್ನು ದತ್ತು ಪಡೆಯುತ್ತಿದ್ದಾರೆ. ಹೀಗಾಗಿ, ಈ ವರ್ಷ ವಿಶೇಷಚೇತನ ಮಕ್ಕಳನ್ನು ನಿರ್ಲಕ್ಷಿಸಲಾಗುತ್ತಿದೆ. ನ.3ರಂದು ಕಲಬುರಗಿ ಶ್ರೀ ಈ ಅಭಿಯಾನದಲ್ಲಿ ಪಾಲ್ಗೊಂಡಿದ್ದು, ಅಂತಾರಾಷ್ಟ್ರೀಯ ದತ್ತು ಸ್ವೀಕಾರ ಮಾಸಾಚರಣೆ-2024 ಹಮ್ಮಿಕೊಳ್ಳಲಾಗಿದೆ ಎಂದು ಮಾಹಿತಿ ನೀಡಿದರು. ಜಿಲ್ಲಾಡಳಿತ, ಜಿಲ್ಲಾ ಪಂಚಾಯತ್, ಪೊಲೀಸ್ ಇಲಾಖೆ, ಮಹಿಳಾ ಮತ್ತು ಮಕ್ಕಳ ಅಭಿವೃದ್ಧಿ ಇಲಾಖೆ ಸಹಯೋಗದಲ್ಲಿ ಕಾರ್ಯಕ್ರಮ ನಡೆಯಿತು. ಮಕ್ಕಳ ದತ್ತು ಪ್ರಕ್ರಿಯೆ ವಸತಿ ಎಂದು ಆಚರಿಸಲಾಗುತ್ತಿದೆ ಎಂದು ಪಾಟೀಲ್ ಹೇಳಿದರು. ಕಾರ್ಯಕ್ರಮದಲ್ಲಿ ಚಾರಿಟೇಬಲ್ ಟ್ರಸ್ಟ್ ಅಧ್ಯಕ್ಷ ರಾಜು ಮೋಘಾ ಇದ್ದರು. [596, 1184, 1103, 1394]
person-figure [118, 1386, 150, 1531]
figure-head [769, 1077, 791, 1102]
